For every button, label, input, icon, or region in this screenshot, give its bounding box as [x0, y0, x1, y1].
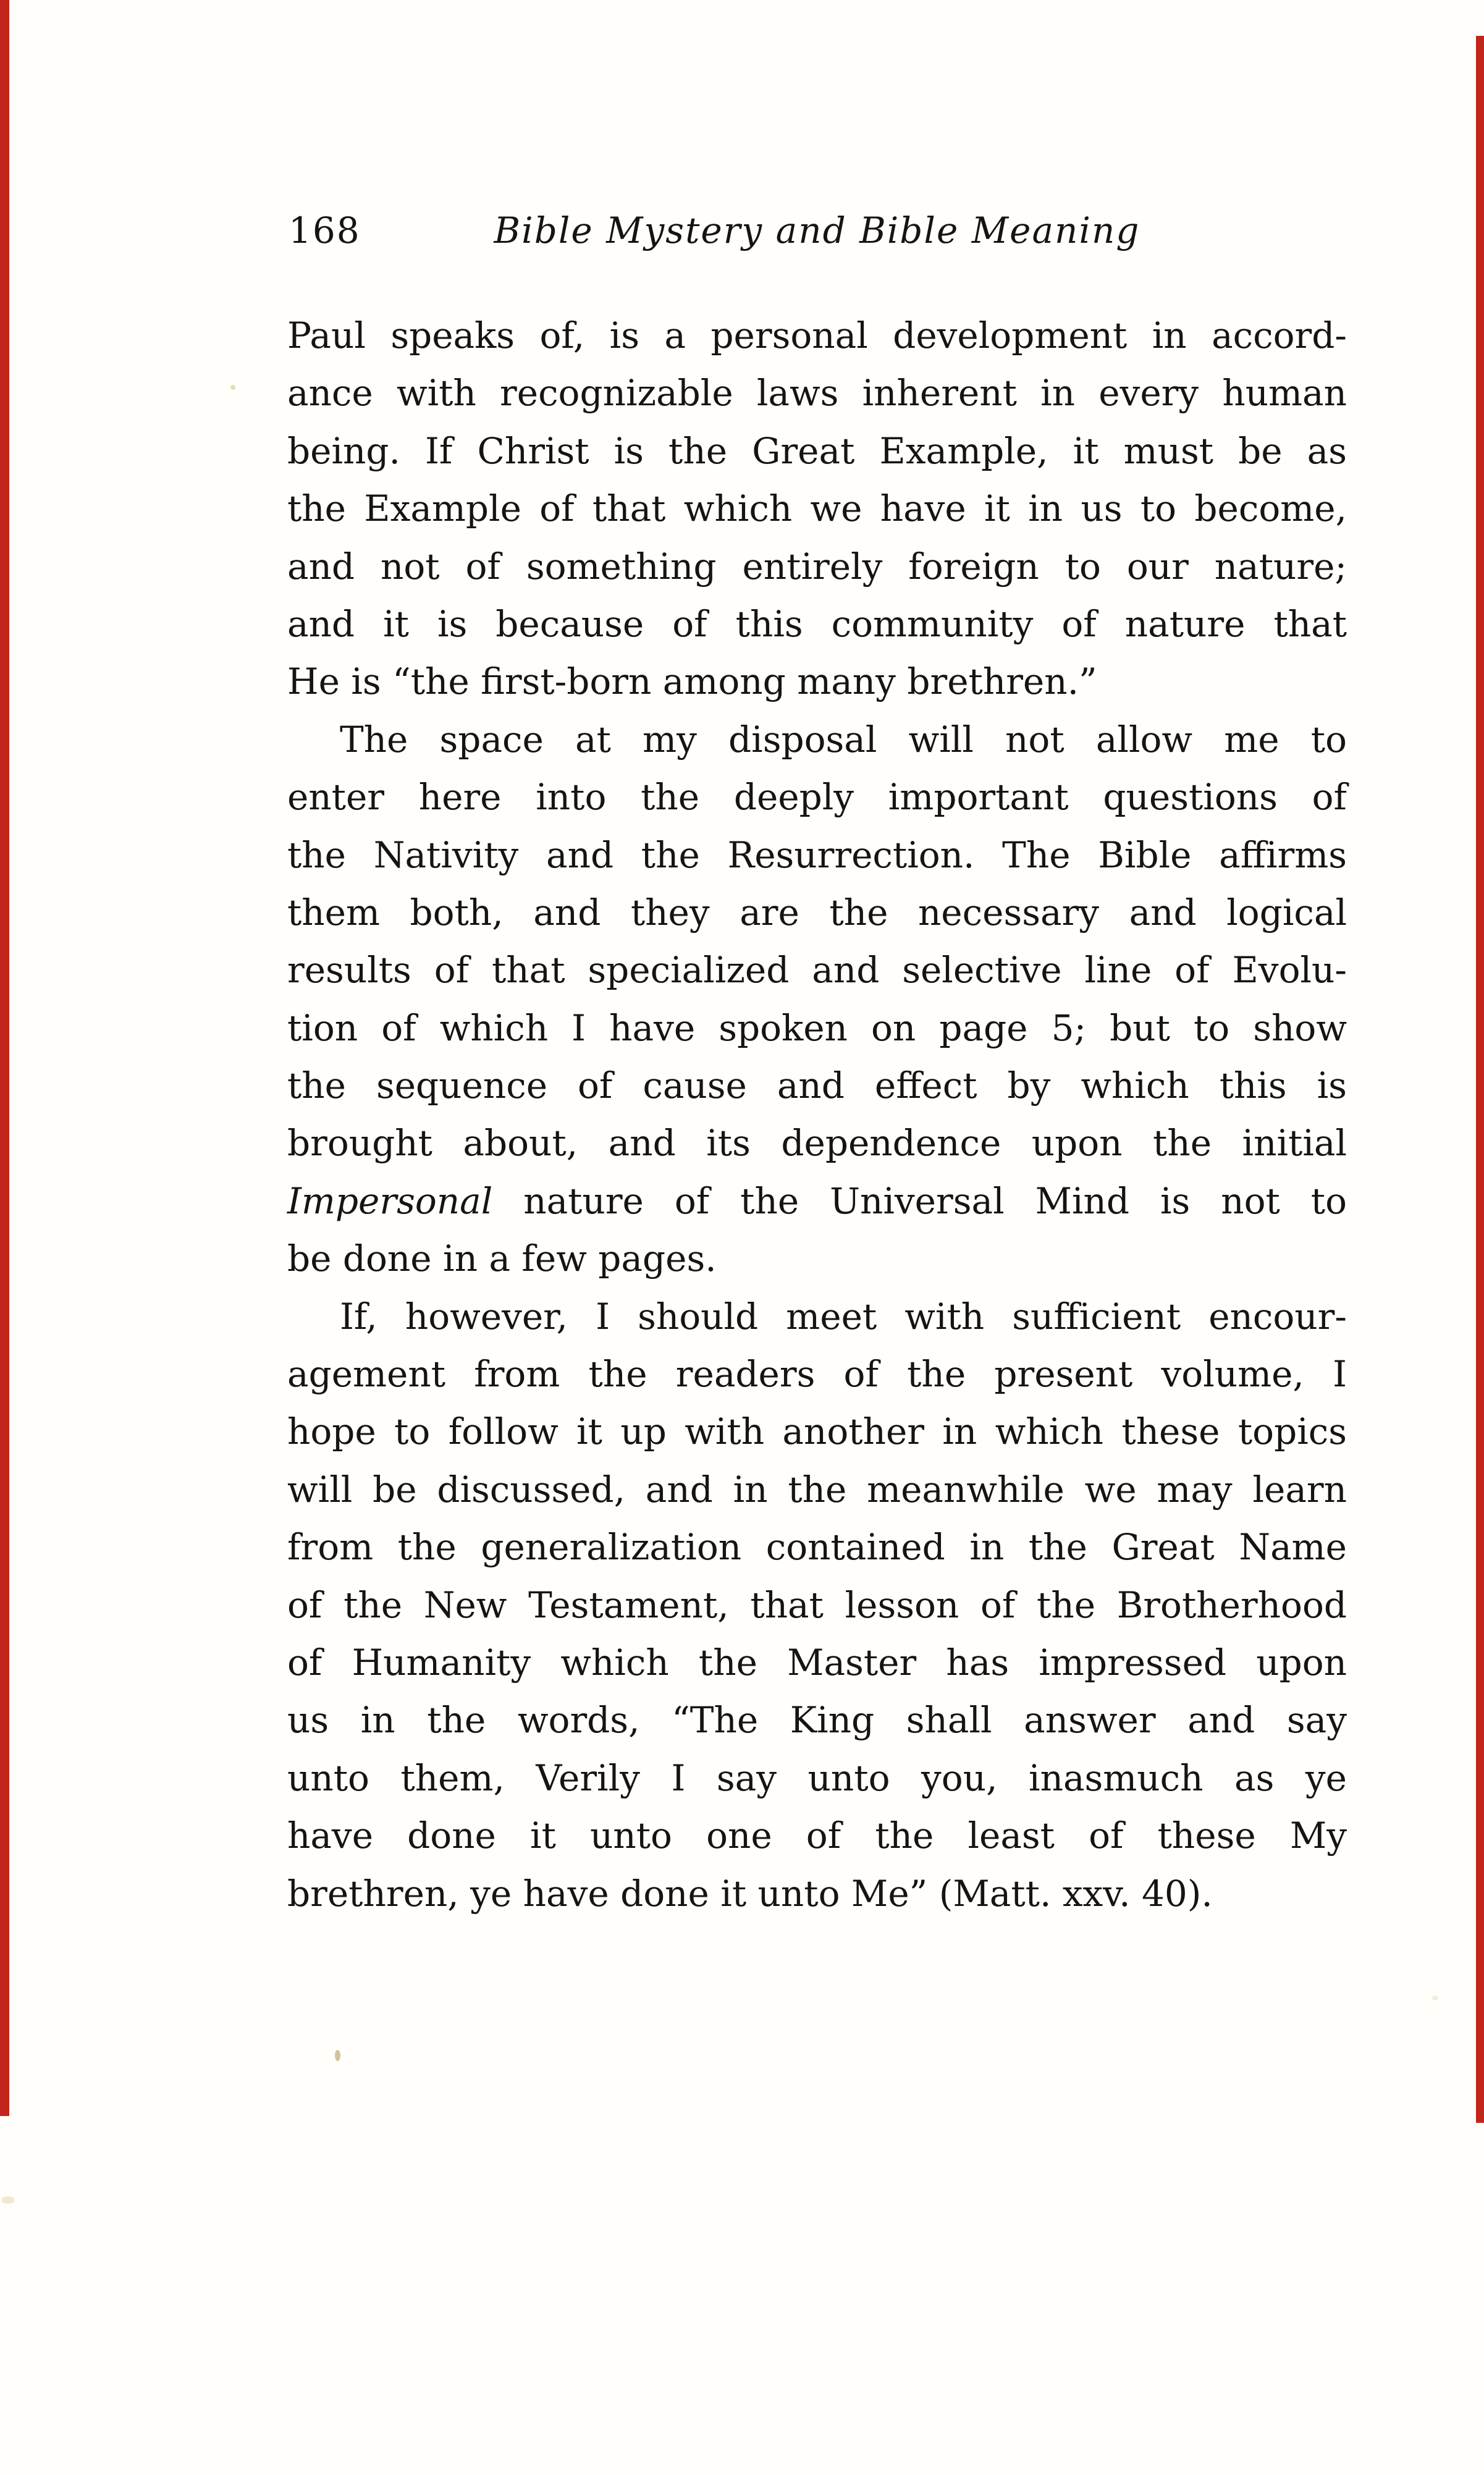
text-segment: agement from the readers of the present volume, I	[287, 1353, 1347, 1396]
text-line	[287, 827, 1347, 884]
text-segment: them both, and they are the necessary and logical	[287, 891, 1347, 934]
scan-speck	[230, 385, 235, 390]
text-line	[287, 1807, 1347, 1865]
text-line	[287, 1403, 1347, 1461]
text-line	[287, 1115, 1347, 1172]
text-line	[287, 1288, 1347, 1346]
text-segment: Paul speaks of, is a personal development in accord-	[287, 314, 1347, 356]
text-segment: us in the words, “The King shall answer and say	[287, 1699, 1347, 1742]
text-line	[287, 711, 1347, 769]
page-number: 168	[289, 209, 361, 251]
text-segment: from the generalization contained in the Great Name	[287, 1526, 1347, 1569]
text-line	[287, 365, 1347, 422]
text-line	[287, 1057, 1347, 1115]
text-line	[287, 1865, 1347, 1923]
text-segment: brethren, ye have done it unto Me” (Matt. xxv. 40).	[287, 1872, 1213, 1915]
text-line	[287, 1461, 1347, 1519]
text-line	[287, 1634, 1347, 1692]
text-line	[287, 480, 1347, 538]
text-segment: The space at my disposal will not allow me to	[340, 718, 1347, 761]
text-line	[287, 884, 1347, 942]
running-title: Bible Mystery and Bible Meaning	[494, 209, 1140, 251]
scan-speck	[1, 2196, 15, 2204]
text-line	[287, 423, 1347, 480]
text-line	[287, 1750, 1347, 1807]
text-segment: and it is because of this community of nature that	[287, 602, 1347, 645]
text-segment: He is “the first-born among many brethren.”	[287, 660, 1097, 703]
text-segment: of Humanity which the Master has impressed upon	[287, 1641, 1347, 1684]
text-segment: the sequence of cause and effect by which this is	[287, 1065, 1347, 1107]
text-segment: tion of which I have spoken on page 5; but to show	[287, 1006, 1347, 1049]
text-line	[287, 1577, 1347, 1634]
text-segment: be done in a few pages.	[287, 1238, 717, 1280]
text-line	[287, 1173, 1347, 1230]
text-line	[287, 942, 1347, 999]
scan-edge-bar-right	[1476, 36, 1484, 2123]
scan-speck	[1432, 1996, 1438, 2001]
text-line	[287, 1692, 1347, 1749]
text-line	[287, 538, 1347, 596]
text-segment: will be discussed, and in the meanwhile we may learn	[287, 1468, 1347, 1511]
text-segment: nature of the Universal Mind is not to	[492, 1179, 1347, 1222]
text-segment: the Example of that which we have it in us to become,	[287, 487, 1347, 530]
text-line	[287, 1000, 1347, 1057]
text-segment: and not of something entirely foreign to our nature;	[287, 545, 1347, 588]
text-segment: brought about, and its dependence upon the initial	[287, 1122, 1347, 1165]
text-line	[287, 307, 1347, 365]
text-line	[287, 1519, 1347, 1576]
scan-edge-bar-left	[0, 0, 9, 2116]
page-header	[287, 208, 1347, 253]
text-segment: being. If Christ is the Great Example, it must be as	[287, 429, 1347, 472]
text-line	[287, 1230, 1347, 1288]
text-line	[287, 769, 1347, 826]
page-body	[287, 307, 1347, 1923]
text-segment: results of that specialized and selective line of Evolu-	[287, 949, 1347, 992]
text-segment: unto them, Verily I say unto you, inasmuch as ye	[287, 1756, 1347, 1799]
text-segment: enter here into the deeply important questions of	[287, 776, 1347, 819]
text-segment: have done it unto one of the least of these My	[287, 1815, 1347, 1857]
text-segment: If, however, I should meet with sufficient encour-	[340, 1295, 1347, 1338]
scan-speck	[335, 2050, 340, 2061]
text-segment: of the New Testament, that lesson of the Brotherhood	[287, 1583, 1347, 1626]
text-line	[287, 1346, 1347, 1403]
text-segment: hope to follow it up with another in which these topics	[287, 1410, 1347, 1453]
text-line	[287, 653, 1347, 710]
italic-text: Impersonal	[287, 1179, 493, 1222]
text-segment: the Nativity and the Resurrection. The Bible affirms	[287, 833, 1347, 876]
text-line	[287, 596, 1347, 653]
text-segment: ance with recognizable laws inherent in every human	[287, 372, 1347, 415]
